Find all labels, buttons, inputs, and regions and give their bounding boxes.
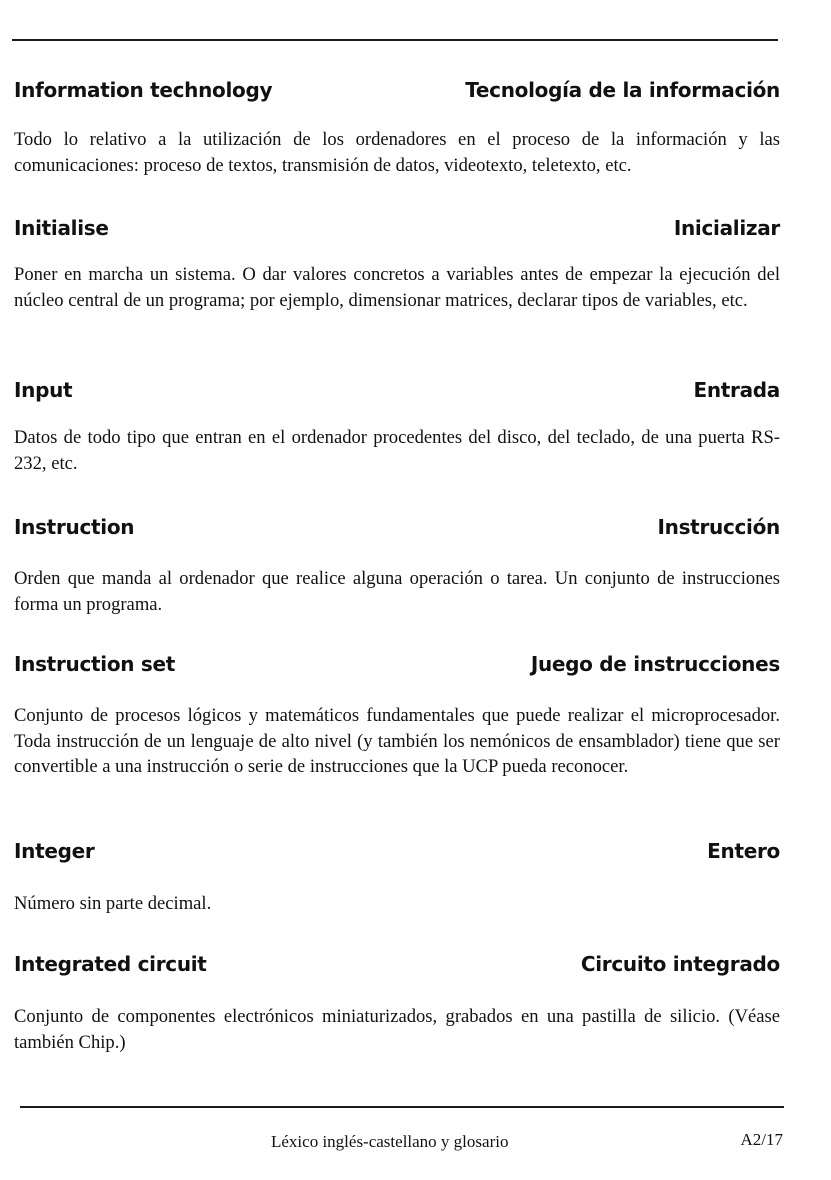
term-spanish: Circuito integrado [580,952,780,976]
bottom-rule [20,1106,784,1108]
definition: Orden que manda al ordenador que realice alguna operación o tarea. Un conjunto de instrucciones forma un programa. [14,568,780,615]
glossary-entry-input [14,378,780,474]
term-spanish: Entero [707,839,780,863]
definition: Número sin parte decimal. [14,893,212,914]
page-number: A2/17 [740,1130,783,1149]
term-english: Integer [14,839,95,863]
footer-title: Léxico inglés-castellano y glosario [271,1132,509,1151]
definition: Conjunto de procesos lógicos y matemáticos fundamentales que puede realizar el microprocesador. Toda instrucción de un lenguaje de alto nivel (y también los nemónicos de ensamblador) tiene que ser convertible a una instrucción o serie de instrucciones que la UCP pueda reconocer. [14,705,780,777]
term-row [14,378,780,412]
term-english: Information technology [14,78,273,102]
glossary-entry-instruction-set [14,652,780,777]
term-row [14,952,780,986]
top-rule [12,39,778,41]
term-row [14,652,780,686]
term-row [14,78,780,112]
definition: Poner en marcha un sistema. O dar valores concretos a variables antes de empezar la ejecución del núcleo central de un programa; por ejemplo, dimensionar matrices, declarar tipos de variables, etc. [14,264,780,311]
term-row [14,839,780,873]
definition: Datos de todo tipo que entran en el ordenador procedentes del disco, del teclado, de una puerta RS-232, etc. [14,427,780,474]
term-spanish: Instrucción [657,515,780,539]
glossary-entry-instruction [14,515,780,615]
definition: Conjunto de componentes electrónicos miniaturizados, grabados en una pastilla de silicio. (Véase también Chip.) [14,1006,780,1053]
definition: Todo lo relativo a la utilización de los ordenadores en el proceso de la información y las comunicaciones: proceso de textos, transmisión de datos, videotexto, teletexto, etc. [14,129,780,176]
term-english: Integrated circuit [14,952,207,976]
term-english: Initialise [14,216,109,240]
glossary-entry-integer [14,839,780,914]
glossary-entry-information-technology [14,78,780,176]
term-row [14,515,780,549]
term-spanish: Inicializar [673,216,780,240]
term-spanish: Juego de instrucciones [530,652,780,676]
term-english: Instruction set [14,652,175,676]
term-row [14,216,780,250]
term-english: Instruction [14,515,135,539]
glossary-entry-initialise [14,216,780,311]
glossary-entry-integrated-circuit [14,952,780,1053]
term-english: Input [14,378,73,402]
term-spanish: Tecnología de la información [465,78,780,102]
term-spanish: Entrada [693,378,780,402]
